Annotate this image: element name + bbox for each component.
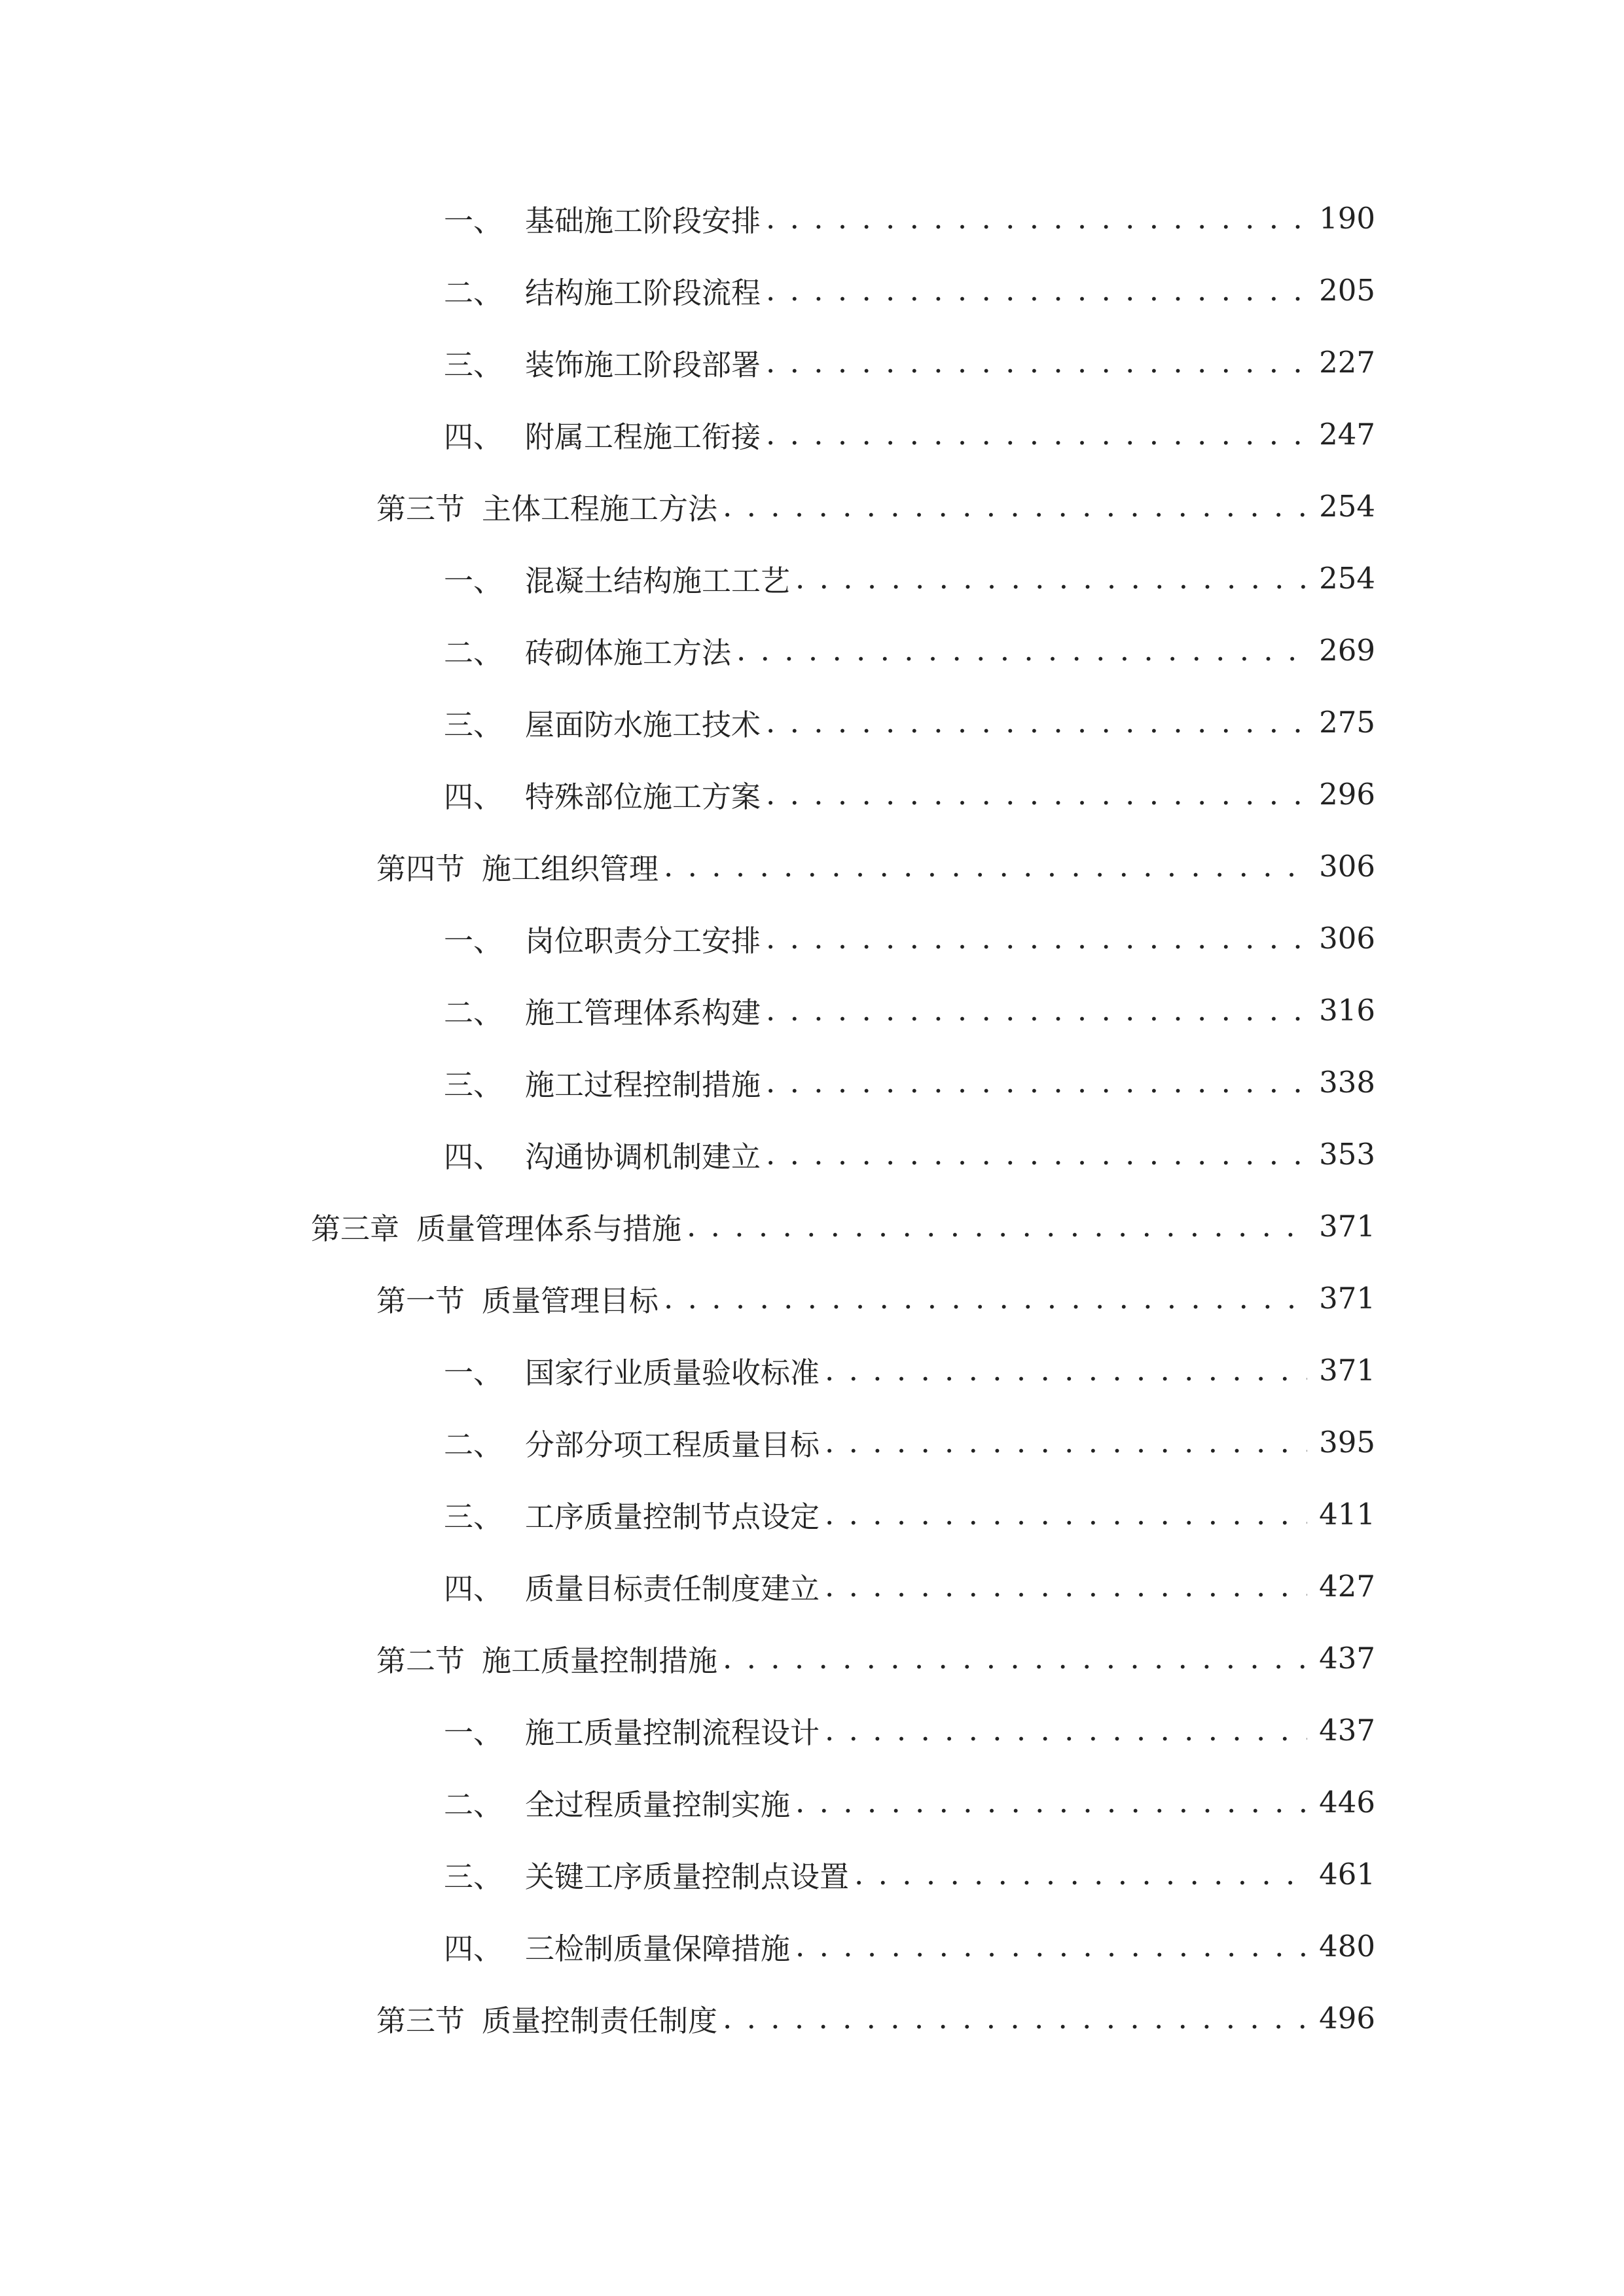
toc-entry-title: 砖砌体施工方法 [525, 635, 732, 670]
toc-entry[interactable] [444, 984, 1375, 1036]
toc-entry-number: 第一节 [376, 1283, 465, 1318]
toc-entry[interactable] [444, 1416, 1375, 1468]
toc-entry-number: 四、 [444, 1139, 503, 1174]
toc-entry[interactable] [444, 1848, 1375, 1900]
dot-leader [766, 1137, 1307, 1172]
toc-entry-title: 主体工程施工方法 [482, 491, 718, 526]
toc-entry-number: 一、 [444, 203, 503, 238]
toc-entry[interactable] [444, 336, 1375, 388]
toc-entry-page: 296 [1319, 776, 1375, 812]
toc-entry-page: 437 [1319, 1640, 1375, 1676]
toc-entry-page: 371 [1319, 1352, 1375, 1388]
toc-entry-title: 全过程质量控制实施 [525, 1787, 791, 1822]
toc-entry-title: 分部分项工程质量目标 [525, 1427, 820, 1462]
toc-entry-page: 190 [1319, 200, 1375, 236]
toc-entry[interactable] [444, 768, 1375, 820]
toc-entry-title: 屋面防水施工技术 [525, 707, 761, 742]
dot-leader [766, 777, 1307, 812]
toc-entry-title: 施工组织管理 [482, 851, 659, 886]
toc-entry[interactable] [444, 1344, 1375, 1396]
toc-entry-number: 四、 [444, 419, 503, 454]
dot-leader [687, 1209, 1307, 1244]
toc-entry-number: 二、 [444, 1427, 503, 1462]
toc-entry[interactable] [444, 264, 1375, 316]
dot-leader [854, 1857, 1307, 1892]
toc-entry-title: 质量管理目标 [482, 1283, 659, 1318]
toc-entry[interactable] [444, 1776, 1375, 1828]
toc-entry-page: 496 [1319, 2000, 1375, 2036]
dot-leader [766, 921, 1307, 956]
toc-entry-page: 371 [1319, 1280, 1375, 1316]
toc-entry-page: 205 [1319, 272, 1375, 308]
dot-leader [736, 633, 1307, 668]
toc-entry-number: 第三节 [376, 2003, 465, 2038]
toc-entry-number: 二、 [444, 275, 503, 310]
dot-leader [664, 1281, 1307, 1316]
dot-leader [825, 1353, 1307, 1388]
toc-entry-page: 353 [1319, 1136, 1375, 1172]
toc-entry-number: 四、 [444, 1571, 503, 1606]
toc-entry-title: 基础施工阶段安排 [525, 203, 761, 238]
toc-entry-title: 沟通协调机制建立 [525, 1139, 761, 1174]
toc-entry-number: 二、 [444, 1787, 503, 1822]
toc-entry[interactable] [444, 1128, 1375, 1180]
toc-entry-page: 371 [1319, 1208, 1375, 1244]
toc-entry-title: 质量目标责任制度建立 [525, 1571, 820, 1606]
toc-entry-title: 附属工程施工衔接 [525, 419, 761, 454]
toc-entry-page: 254 [1319, 488, 1375, 524]
dot-leader [723, 1641, 1307, 1676]
dot-leader [825, 1425, 1307, 1460]
toc-entry-title: 质量管理体系与措施 [416, 1211, 682, 1246]
toc-entry-number: 三、 [444, 1859, 503, 1894]
toc-entry[interactable] [444, 1488, 1375, 1540]
toc-entry-title: 工序质量控制节点设定 [525, 1499, 820, 1534]
toc-entry-number: 三、 [444, 347, 503, 382]
toc-entry-title: 国家行业质量验收标准 [525, 1355, 820, 1390]
toc-entry-page: 437 [1319, 1712, 1375, 1748]
toc-entry-page: 427 [1319, 1568, 1375, 1604]
toc-entry[interactable] [444, 912, 1375, 964]
toc-entry-number: 二、 [444, 995, 503, 1030]
toc-entry-page: 275 [1319, 704, 1375, 740]
toc-entry-title: 施工质量控制措施 [482, 1643, 718, 1678]
toc-entry[interactable] [376, 1992, 1375, 2044]
toc-entry-title: 施工过程控制措施 [525, 1067, 761, 1102]
dot-leader [766, 1065, 1307, 1100]
toc-entry-page: 338 [1319, 1064, 1375, 1100]
toc-entry-number: 第三章 [311, 1211, 400, 1246]
toc-entry-number: 一、 [444, 923, 503, 958]
toc-entry-number: 三、 [444, 1067, 503, 1102]
toc-entry-page: 306 [1319, 920, 1375, 956]
dot-leader [766, 201, 1307, 236]
toc-entry-page: 316 [1319, 992, 1375, 1028]
toc-entry-title: 施工管理体系构建 [525, 995, 761, 1030]
toc-entry[interactable] [444, 624, 1375, 676]
toc-entry-title: 装饰施工阶段部署 [525, 347, 761, 382]
toc-entry-title: 混凝土结构施工工艺 [525, 563, 791, 598]
dot-leader [825, 1569, 1307, 1604]
toc-entry-title: 特殊部位施工方案 [525, 779, 761, 814]
toc-entry-page: 446 [1319, 1784, 1375, 1820]
dot-leader [795, 561, 1307, 596]
dot-leader [766, 993, 1307, 1028]
toc-entry-title: 关键工序质量控制点设置 [525, 1859, 850, 1894]
toc-entry-number: 一、 [444, 1355, 503, 1390]
toc-entry[interactable] [311, 1200, 1375, 1252]
toc-entry[interactable] [444, 1920, 1375, 1972]
toc-entry[interactable] [444, 192, 1375, 244]
toc-entry-number: 四、 [444, 1931, 503, 1966]
toc-entry[interactable] [444, 1056, 1375, 1108]
toc-entry-number: 一、 [444, 1715, 503, 1750]
toc-entry-number: 一、 [444, 563, 503, 598]
toc-entry-page: 411 [1319, 1496, 1375, 1532]
toc-entry-page: 269 [1319, 632, 1375, 668]
toc-entry[interactable] [444, 696, 1375, 748]
dot-leader [766, 273, 1307, 308]
toc-entry[interactable] [376, 840, 1375, 892]
toc-entry-title: 结构施工阶段流程 [525, 275, 761, 310]
toc-entry-number: 三、 [444, 1499, 503, 1534]
dot-leader [766, 705, 1307, 740]
toc-entry-number: 第四节 [376, 851, 465, 886]
dot-leader [664, 849, 1307, 884]
toc-entry-number: 第二节 [376, 1643, 465, 1678]
toc-entry-title: 岗位职责分工安排 [525, 923, 761, 958]
toc-entry[interactable] [444, 552, 1375, 604]
toc-entry-title: 施工质量控制流程设计 [525, 1715, 820, 1750]
toc-entry[interactable] [444, 1560, 1375, 1612]
toc-entry[interactable] [444, 408, 1375, 460]
toc-entry-page: 461 [1319, 1856, 1375, 1892]
toc-entry-number: 四、 [444, 779, 503, 814]
toc-entry-page: 306 [1319, 848, 1375, 884]
toc-entry[interactable] [376, 480, 1375, 532]
toc-entry-page: 227 [1319, 344, 1375, 380]
toc-entry-page: 247 [1319, 416, 1375, 452]
dot-leader [825, 1713, 1307, 1748]
toc-entry[interactable] [376, 1272, 1375, 1324]
toc-entry-number: 三、 [444, 707, 503, 742]
toc-entry-page: 395 [1319, 1424, 1375, 1460]
toc-entry[interactable] [376, 1632, 1375, 1684]
dot-leader [825, 1497, 1307, 1532]
toc-entry-title: 三检制质量保障措施 [525, 1931, 791, 1966]
dot-leader [766, 345, 1307, 380]
toc-entry-number: 第三节 [376, 491, 465, 526]
dot-leader [795, 1785, 1307, 1820]
toc-entry-page: 480 [1319, 1928, 1375, 1964]
dot-leader [795, 1929, 1307, 1964]
toc-entry[interactable] [444, 1704, 1375, 1756]
toc-entry-title: 质量控制责任制度 [482, 2003, 718, 2038]
dot-leader [723, 2001, 1307, 2036]
toc-entry-page: 254 [1319, 560, 1375, 596]
toc-entry-number: 二、 [444, 635, 503, 670]
dot-leader [766, 417, 1307, 452]
dot-leader [723, 489, 1307, 524]
